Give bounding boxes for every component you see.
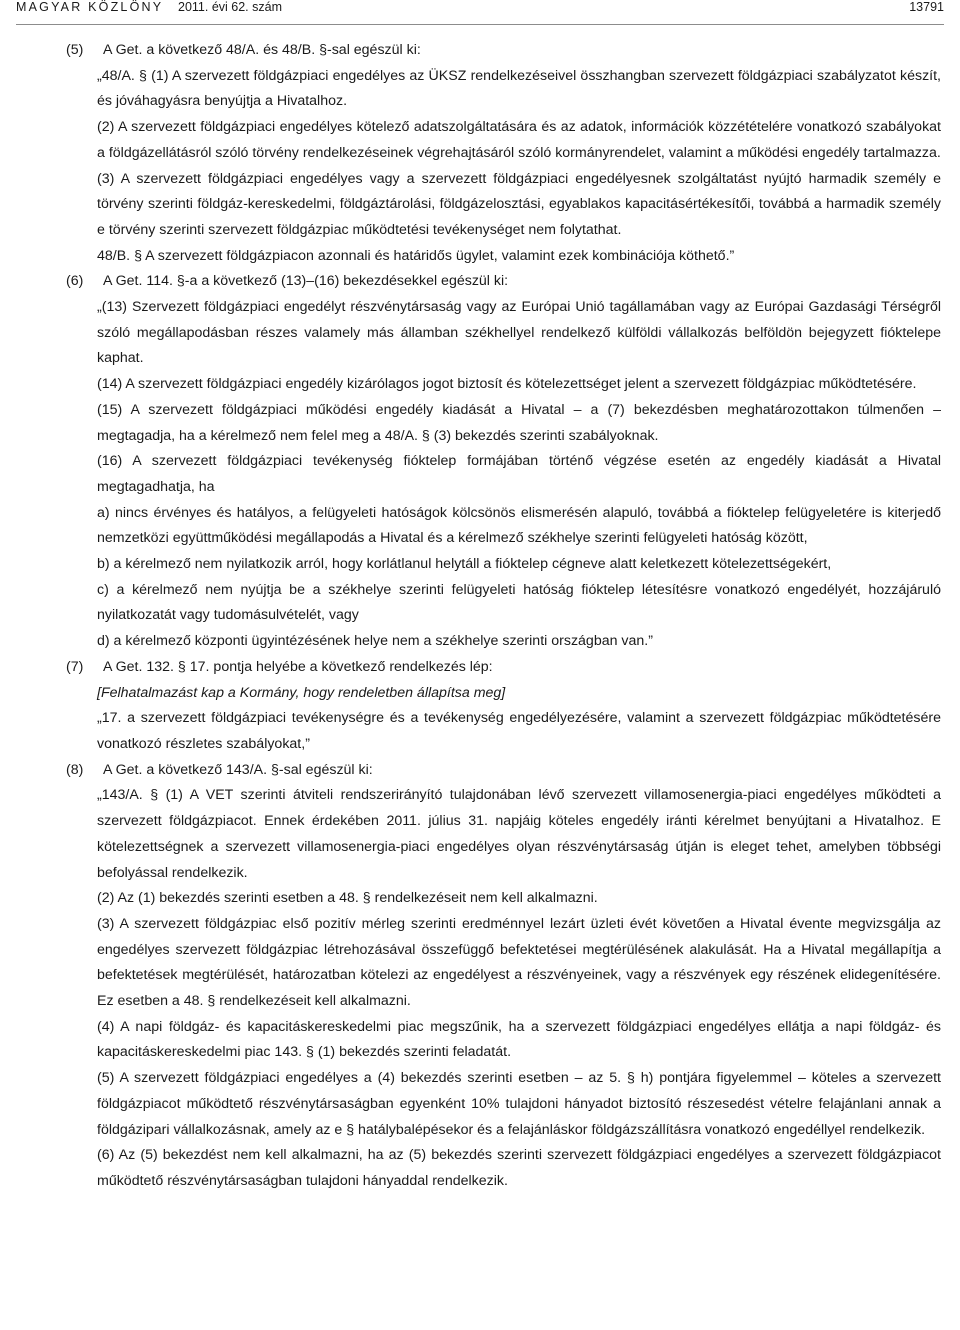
paragraph-number: (7) (66, 658, 84, 675)
issue-date: 2011. évi 62. szám (178, 0, 282, 14)
indented-paragraph: (3) A szervezett földgázpiaci engedélyes vagy a szervezett földgázpiaci engedélyesnek szolgáltatást nyújtó harmadik személy e törvény szerinti földgáz-kereskedelmi, földgáztárolási, földgázelosztási, egyablakos kapacitásértékesítői, továbbá a harmadik személy e törvény szerinti szervezett földgázpiac működtetési tevékenységet nem folytathat. (97, 170, 941, 238)
indented-paragraph: [Felhatalmazást kap a Kormány, hogy rendeletben állapítsa meg] (97, 684, 506, 701)
indented-paragraph: „48/A. § (1) A szervezett földgázpiaci engedélyes az ÜKSZ rendelkezéseivel összhangban szervezett földgázpiaci szabályzatot készít, és jóváhagyásra benyújtja a Hivatalhoz. (97, 67, 941, 110)
indented-paragraph: (5) A szervezett földgázpiaci engedélyes a (4) bekezdés szerinti esetben – az 5. § h) pontjára figyelemmel – köteles a szervezett földgázpiacot működtető részvénytársaságban egyenként 10% tulajdoni hányadot biztosító részesedést vételre felajánlani annak a földgázipari vállalkozásnak, amely az e § hatálybalépésekor és a felajánláskor földgázszállításra vonatkozó engedéllyel rendelkezik. (97, 1070, 941, 1138)
indented-paragraph: (2) Az (1) bekezdés szerinti esetben a 48. § rendelkezéseit nem kell alkalmazni. (97, 890, 598, 907)
numbered-paragraph (60, 655, 941, 681)
indented-paragraph: „(13) Szervezett földgázpiaci engedélyt részvénytársaság vagy az Európai Unió tagállamában vagy az Európai Gazdasági Térségről szóló megállapodásban részes valamely más államban székhellyel rendelkező külföldi vállalkozás belföldön bejegyzett fióktelepe kaphat. (97, 299, 941, 367)
document-body (60, 38, 941, 1195)
page-number: 13791 (909, 0, 944, 14)
numbered-paragraph (60, 758, 941, 784)
indented-paragraph: (15) A szervezett földgázpiaci működési engedély kiadását a Hivatal – a (7) bekezdésben meghatározottakon túlmenően – megtagadja, ha a kérelmező nem felel meg a 48/A. § (3) bekezdés szerinti szabályoknak. (97, 401, 941, 444)
paragraph-text: A Get. a következő 143/A. §-sal egészül ki: (103, 761, 373, 778)
numbered-paragraph (60, 269, 941, 295)
indented-paragraph: 48/B. § A szervezett földgázpiacon azonnali és határidős ügylet, valamint ezek kombinációja köthető.” (97, 247, 735, 264)
indented-paragraph: (14) A szervezett földgázpiaci engedély kizárólagos jogot biztosít és kötelezettséget jelent a szervezett földgázpiac működtetésére. (97, 376, 917, 393)
indented-paragraph: (4) A napi földgáz- és kapacitáskereskedelmi piac megszűnik, ha a szervezett földgázpiaci engedélyes ellátja a napi földgáz- és kapacitáskereskedelmi piac 143. § (1) bekezdés szerinti feladatát. (97, 1018, 941, 1061)
indented-paragraph: „17. a szervezett földgázpiaci tevékenységre és a tevékenység engedélyezésére, valamint a szervezett földgázpiac működtetésére vonatkozó részletes szabályokat,” (97, 710, 941, 752)
indented-paragraph: b) a kérelmező nem nyilatkozik arról, hogy korlátlanul helytáll a fióktelep cégneve alatt keletkezett kötelezettségekért, (97, 556, 832, 573)
indented-paragraph: „143/A. § (1) A VET szerinti átviteli rendszerirányító tulajdonában lévő szervezett villamosenergia-piaci engedélyes működteti a szervezett földgázpiacot. Ennek érdekében 2011. július 31. napjáig köteles engedély iránti kérelmet benyújtani a Hivatalhoz. E kötelezettségnek a szervezett villamosenergia-piaci engedélyes olyan részvénytársaság útján is eleget tehet, amelyben többségi befolyással rendelkezik. (97, 787, 941, 881)
paragraph-number: (8) (66, 761, 84, 778)
indented-paragraph: (3) A szervezett földgázpiac első pozitív mérleg szerinti eredménnyel lezárt üzleti évét követően a Hivatal évente megvizsgálja az engedélyes szervezett földgázpiac létrehozásával összefüggő befektetései megtérülésének alakulását. Ha a Hivatal megállapítja a befektetések megtérülését, határozatban kötelezi az engedélyest a részvényeinek, vagy a részvények egy részének elidegenítésére. Ez esetben a 48. § rendelkezéseit kell alkalmazni. (97, 915, 941, 1010)
indented-paragraph: (16) A szervezett földgázpiaci tevékenység fióktelep formájában történő végzése esetén az engedély kiadását a Hivatal megtagadhatja, ha (97, 453, 941, 495)
paragraph-number: (6) (66, 273, 84, 290)
publication-title: MAGYAR KÖZLÖNY (16, 0, 164, 14)
paragraph-text: A Get. 132. § 17. pontja helyébe a következő rendelkezés lép: (103, 658, 493, 675)
numbered-paragraph (60, 38, 941, 64)
indented-paragraph: a) nincs érvényes és hatályos, a felügyeleti hatóságok kölcsönös elismerésén alapuló, továbbá a fióktelep felügyeletére is kiterjedő nemzetközi együttműködési megállapodás a Hivatal és a kérelmező székhelye szerinti felügyeleti hatóság között, (97, 504, 941, 547)
indented-paragraph: (6) Az (5) bekezdést nem kell alkalmazni, ha az (5) bekezdés szerinti szervezett földgázpiaci engedélyes a szervezett földgázpiacot működtető részvénytársaságban tulajdoni hányaddal rendelkezik. (97, 1147, 941, 1189)
paragraph-text: A Get. a következő 48/A. és 48/B. §-sal egészül ki: (103, 42, 421, 58)
indented-paragraph: (2) A szervezett földgázpiaci engedélyes kötelező adatszolgáltatására és az adatok, információk közzétételére vonatkozó szabályokat a földgázellátásról szóló törvény rendelkezéseinek végrehajtásáról szóló kormányrendelet, valamint a működési engedély tartalmazza. (97, 119, 941, 161)
indented-paragraph: d) a kérelmező központi ügyintézésének helye nem a székhelye szerinti országban van.” (97, 633, 653, 650)
paragraph-text: A Get. 114. §-a a következő (13)–(16) bekezdésekkel egészül ki: (103, 273, 509, 290)
indented-paragraph: c) a kérelmező nem nyújtja be a székhelye szerinti felügyeleti hatóság fióktelep létesítésre vonatkozó engedélyét, hozzájáruló nyilatkozatát vagy tudomásulvételét, vagy (97, 581, 941, 624)
page-header (16, 0, 944, 25)
paragraph-number: (5) (66, 42, 84, 58)
